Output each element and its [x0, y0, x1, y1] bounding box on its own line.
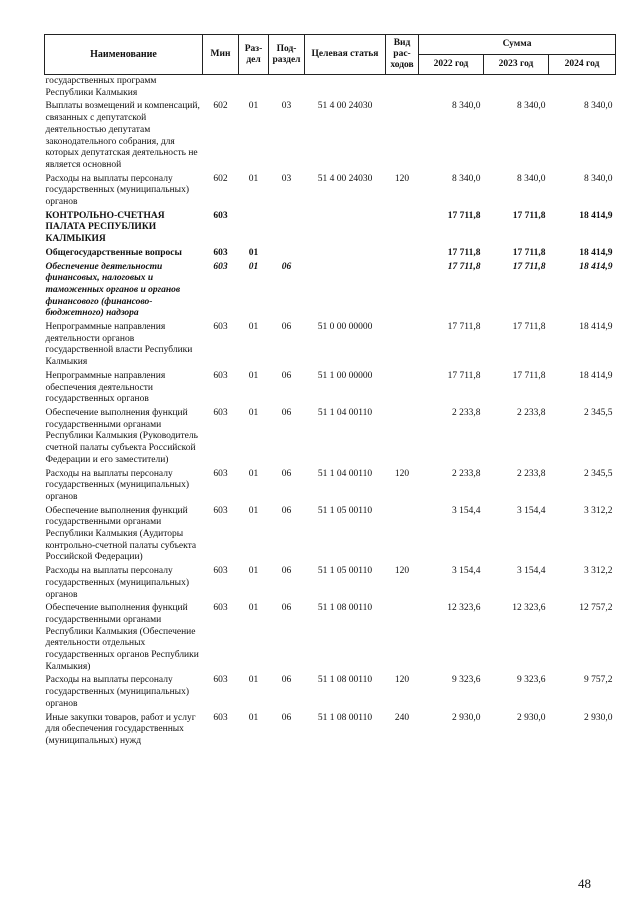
row-celevaya: 51 1 08 00110 — [317, 603, 373, 614]
row-name: Расходы на выплаты персоналу государственных (муниципальных) органов — [45, 675, 189, 709]
row-vid: 120 — [394, 675, 410, 686]
table-row — [45, 173, 616, 210]
row-podrazdel: 06 — [281, 603, 292, 614]
row-sum-2024: 18 414,9 — [579, 370, 613, 381]
row-sum-2023 — [484, 75, 549, 101]
row-name: Непрограммные направления обеспечения деятельности государственных органов — [45, 370, 166, 405]
row-min: 603 — [213, 210, 228, 221]
row-sum-2022: 17 711,8 — [447, 261, 481, 272]
row-celevaya: 51 1 04 00110 — [317, 468, 373, 479]
budget-table-sheet — [44, 34, 615, 749]
header-name: Наименование — [45, 35, 203, 75]
row-sum-2023: 8 340,0 — [517, 173, 546, 184]
row-sum-2023: 17 711,8 — [512, 370, 546, 381]
row-sum-2023: 2 233,8 — [517, 407, 546, 418]
row-vid — [386, 321, 419, 370]
row-min: 603 — [213, 712, 228, 723]
row-sum-2024: 12 757,2 — [579, 603, 613, 614]
row-vid — [386, 210, 419, 247]
row-sum-2022: 2 233,8 — [452, 407, 481, 418]
row-vid — [386, 407, 419, 468]
table-row — [45, 468, 616, 505]
row-sum-2024 — [549, 75, 616, 101]
row-podrazdel: 03 — [281, 101, 292, 112]
row-vid — [386, 261, 419, 322]
row-vid — [386, 505, 419, 566]
row-celevaya: 51 4 00 24030 — [317, 101, 373, 112]
row-min: 603 — [213, 261, 228, 272]
row-sum-2022: 9 323,6 — [452, 675, 481, 686]
header-min: Мин — [203, 35, 239, 75]
row-podrazdel: 06 — [281, 712, 292, 723]
row-sum-2023: 3 154,4 — [517, 566, 546, 577]
row-min: 603 — [213, 675, 228, 686]
row-sum-2023: 2 930,0 — [517, 712, 546, 723]
row-sum-2024: 2 345,5 — [584, 468, 613, 479]
row-razdel: 01 — [248, 247, 259, 258]
row-podrazdel: 06 — [281, 675, 292, 686]
row-vid — [386, 75, 419, 101]
row-podrazdel: 03 — [281, 173, 292, 184]
row-razdel: 01 — [248, 322, 259, 333]
row-min: 603 — [213, 407, 228, 418]
row-sum-2024: 2 345,5 — [584, 407, 613, 418]
row-vid — [386, 602, 419, 674]
table-row — [45, 261, 616, 322]
row-sum-2022: 17 711,8 — [447, 247, 481, 258]
row-sum-2022: 3 154,4 — [452, 566, 481, 577]
row-sum-2024: 18 414,9 — [579, 261, 613, 272]
row-sum-2023: 17 711,8 — [512, 210, 546, 221]
row-razdel: 01 — [248, 173, 259, 184]
row-celevaya — [305, 247, 386, 261]
row-vid — [386, 370, 419, 407]
row-sum-2023: 3 154,4 — [517, 505, 546, 516]
row-celevaya: 51 4 00 24030 — [317, 173, 373, 184]
row-razdel: 01 — [248, 370, 259, 381]
row-sum-2022: 3 154,4 — [452, 505, 481, 516]
row-min: 603 — [213, 322, 228, 333]
row-min: 603 — [213, 468, 228, 479]
header-celevaya: Целевая статья — [305, 35, 386, 75]
row-sum-2024: 3 312,2 — [584, 566, 613, 577]
table-header — [45, 35, 616, 75]
row-vid: 120 — [394, 173, 410, 184]
row-razdel: 01 — [248, 603, 259, 614]
table-row — [45, 712, 616, 749]
row-sum-2024: 8 340,0 — [584, 173, 613, 184]
row-sum-2024: 18 414,9 — [579, 247, 613, 258]
row-celevaya: 51 1 08 00110 — [317, 675, 373, 686]
row-name: КОНТРОЛЬНО-СЧЕТНАЯ ПАЛАТА РЕСПУБЛИКИ КАЛМЫКИЯ — [45, 210, 165, 245]
header-2023: 2023 год — [484, 55, 549, 75]
row-min: 602 — [213, 173, 228, 184]
row-sum-2023: 12 323,6 — [512, 603, 546, 614]
row-sum-2024: 9 757,2 — [584, 675, 613, 686]
row-sum-2024: 3 312,2 — [584, 505, 613, 516]
row-min: 603 — [213, 603, 228, 614]
row-min: 603 — [213, 566, 228, 577]
row-razdel — [239, 210, 269, 247]
row-sum-2024: 18 414,9 — [579, 210, 613, 221]
header-2022: 2022 год — [419, 55, 484, 75]
row-min — [203, 75, 239, 101]
table-row — [45, 674, 616, 711]
row-podrazdel: 06 — [281, 505, 292, 516]
row-name: Обеспечение выполнения функций государственными органами Республики Калмыкия (Руководитель счетной палаты субъекта Российской Федерации и его заместители) — [45, 407, 198, 465]
row-vid: 120 — [394, 468, 410, 479]
row-sum-2022: 17 711,8 — [447, 370, 481, 381]
row-sum-2022: 17 711,8 — [447, 210, 481, 221]
row-podrazdel — [269, 247, 305, 261]
row-sum-2023: 17 711,8 — [512, 247, 546, 258]
row-name: государственных программ Республики Калмыкия — [45, 76, 157, 98]
row-celevaya: 51 1 00 00000 — [317, 370, 373, 381]
table-body — [45, 75, 616, 749]
row-name: Обеспечение деятельности финансовых, налоговых и таможенных органов и органов финансового (финансово-бюджетного) надзора — [45, 261, 181, 319]
row-min: 602 — [213, 101, 228, 112]
row-celevaya — [305, 75, 386, 101]
row-razdel — [239, 75, 269, 101]
row-min: 603 — [213, 247, 228, 258]
table-row — [45, 100, 616, 172]
row-name: Обеспечение выполнения функций государственными органами Республики Калмыкия (Аудиторы контрольно-счетной палаты субъекта Российской Федерации) — [45, 505, 197, 563]
row-name: Расходы на выплаты персоналу государственных (муниципальных) органов — [45, 468, 189, 502]
row-celevaya — [305, 261, 386, 322]
row-razdel: 01 — [248, 261, 259, 272]
budget-table — [44, 34, 616, 749]
row-name: Обеспечение выполнения функций государственными органами Республики Калмыкия (Обеспечение деятельности отдельных государственных органов Республики Калмыкия) — [45, 603, 199, 672]
row-sum-2022: 8 340,0 — [452, 101, 481, 112]
row-sum-2023: 17 711,8 — [512, 322, 546, 333]
row-podrazdel: 06 — [281, 566, 292, 577]
page-number: 48 — [578, 876, 591, 891]
row-name: Непрограммные направления деятельности органов государственной власти Республики Калмыкия — [45, 322, 193, 368]
row-razdel: 01 — [248, 407, 259, 418]
row-sum-2023: 2 233,8 — [517, 468, 546, 479]
row-celevaya: 51 0 00 00000 — [317, 322, 373, 333]
header-razdel: Раз-дел — [239, 35, 269, 75]
row-sum-2022: 2 930,0 — [452, 712, 481, 723]
row-razdel: 01 — [248, 566, 259, 577]
header-podrazdel: Под-раздел — [269, 35, 305, 75]
row-sum-2023: 17 711,8 — [512, 261, 546, 272]
row-min: 603 — [213, 505, 228, 516]
row-podrazdel: 06 — [281, 370, 292, 381]
header-2024: 2024 год — [549, 55, 616, 75]
row-celevaya: 51 1 05 00110 — [317, 505, 373, 516]
table-row — [45, 602, 616, 674]
header-vid: Вид рас-ходов — [386, 35, 419, 75]
header-summa: Сумма — [419, 35, 616, 55]
row-name: Выплаты возмещений и компенсаций, связанных с депутатской деятельностью депутатам законодательного собрания, для которых депутатская деятельность не является основной — [45, 101, 200, 170]
row-name: Расходы на выплаты персоналу государственных (муниципальных) органов — [45, 173, 189, 208]
row-podrazdel: 06 — [281, 468, 292, 479]
row-celevaya: 51 1 08 00110 — [317, 712, 373, 723]
table-row — [45, 565, 616, 602]
table-row — [45, 75, 616, 101]
row-sum-2022: 8 340,0 — [452, 173, 481, 184]
row-sum-2024: 18 414,9 — [579, 322, 613, 333]
row-name: Иные закупки товаров, работ и услуг для обеспечения государственных (муниципальных) нужд — [45, 712, 196, 746]
row-razdel: 01 — [248, 505, 259, 516]
row-razdel: 01 — [248, 712, 259, 723]
row-name: Общегосударственные вопросы — [45, 247, 182, 258]
table-row — [45, 321, 616, 370]
row-razdel: 01 — [248, 101, 259, 112]
row-name: Расходы на выплаты персоналу государственных (муниципальных) органов — [45, 566, 189, 600]
table-row — [45, 210, 616, 247]
row-celevaya: 51 1 05 00110 — [317, 566, 373, 577]
row-podrazdel — [269, 210, 305, 247]
row-vid — [386, 247, 419, 261]
row-vid: 240 — [394, 712, 410, 723]
row-celevaya — [305, 210, 386, 247]
row-sum-2023: 9 323,6 — [517, 675, 546, 686]
row-sum-2022: 2 233,8 — [452, 468, 481, 479]
row-sum-2024: 2 930,0 — [584, 712, 613, 723]
row-podrazdel: 06 — [281, 261, 292, 272]
table-row — [45, 407, 616, 468]
table-row — [45, 370, 616, 407]
row-podrazdel: 06 — [281, 407, 292, 418]
row-vid — [386, 100, 419, 172]
table-row — [45, 505, 616, 566]
row-sum-2023: 8 340,0 — [517, 101, 546, 112]
row-sum-2022: 12 323,6 — [447, 603, 481, 614]
row-min: 603 — [213, 370, 228, 381]
row-podrazdel — [269, 75, 305, 101]
row-podrazdel: 06 — [281, 322, 292, 333]
row-vid: 120 — [394, 566, 410, 577]
row-celevaya: 51 1 04 00110 — [317, 407, 373, 418]
row-razdel: 01 — [248, 675, 259, 686]
table-row — [45, 247, 616, 261]
row-sum-2022 — [419, 75, 484, 101]
row-razdel: 01 — [248, 468, 259, 479]
row-sum-2022: 17 711,8 — [447, 322, 481, 333]
row-sum-2024: 8 340,0 — [584, 101, 613, 112]
